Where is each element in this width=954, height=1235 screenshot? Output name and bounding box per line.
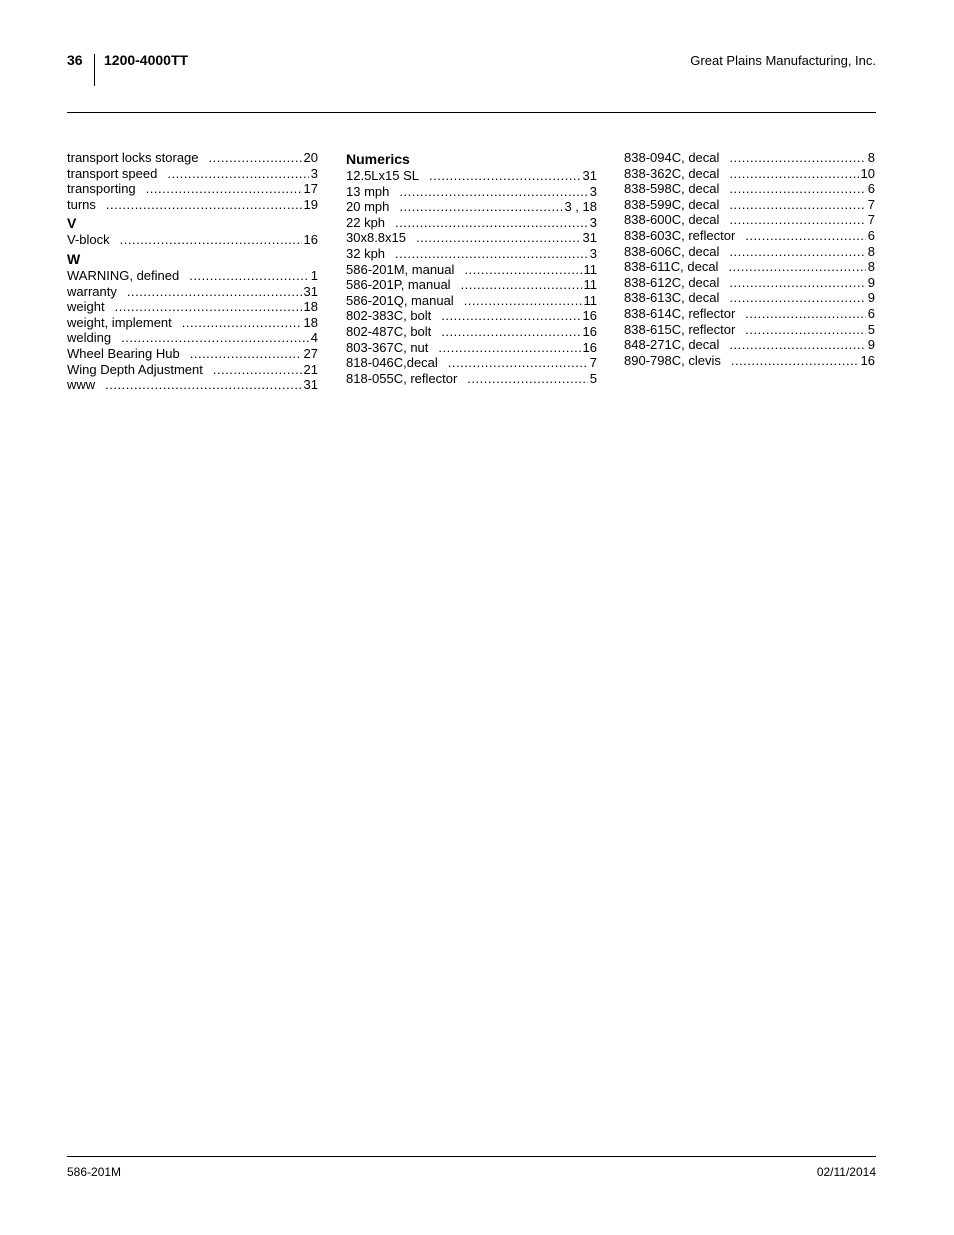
- index-entry: [346, 340, 597, 356]
- index-entry: [624, 337, 875, 353]
- index-term: 22 kph: [346, 214, 386, 230]
- index-term: weight, implement: [67, 314, 172, 330]
- index-page-ref: 3: [310, 165, 318, 181]
- index-entry: [346, 230, 597, 246]
- dot-leader: [438, 340, 580, 356]
- dot-leader: [461, 277, 582, 293]
- dot-leader: [127, 284, 302, 300]
- index-entry: [67, 284, 318, 300]
- dot-leader: [189, 268, 309, 284]
- index-page-ref: 16: [303, 232, 318, 248]
- index-entry: [67, 346, 318, 362]
- dot-leader: [467, 371, 587, 387]
- index-page-ref: 3: [589, 183, 597, 199]
- index-page-ref: 21: [303, 361, 318, 377]
- index-term: 803-367C, nut: [346, 339, 429, 355]
- dot-leader: [115, 299, 302, 315]
- dot-leader: [146, 181, 302, 197]
- index-page-ref: 17: [303, 181, 318, 197]
- index-term: 838-362C, decal: [624, 165, 720, 181]
- index-page-ref: 7: [867, 212, 875, 228]
- index-entry: [67, 166, 318, 182]
- index-entry: [346, 355, 597, 371]
- dot-leader: [745, 322, 865, 338]
- index-column-1: [67, 150, 318, 393]
- index-entry: [346, 168, 597, 184]
- index-term: 818-046C,decal: [346, 355, 438, 371]
- dot-leader: [731, 353, 859, 369]
- index-term: 838-615C, reflector: [624, 321, 736, 337]
- index-term: 838-600C, decal: [624, 212, 720, 228]
- index-page-ref: 16: [582, 323, 597, 339]
- index-page-ref: 16: [860, 352, 875, 368]
- index-term: 30x8.8x15: [346, 230, 406, 246]
- dot-leader: [464, 262, 581, 278]
- index-page-ref: 8: [867, 259, 875, 275]
- index-term: weight: [67, 299, 105, 315]
- dot-leader: [121, 330, 309, 346]
- index-entry: [346, 199, 597, 215]
- index-entry: [624, 197, 875, 213]
- index-entry: [624, 290, 875, 306]
- index-term: 13 mph: [346, 183, 390, 199]
- index-page-ref: 10: [860, 165, 875, 181]
- index-term: 802-383C, bolt: [346, 308, 432, 324]
- dot-leader: [429, 168, 581, 184]
- index-page-ref: 1: [310, 267, 318, 283]
- index-term: 838-603C, reflector: [624, 227, 736, 243]
- index-page-ref: 16: [582, 339, 597, 355]
- index-term: WARNING, defined: [67, 267, 180, 283]
- index-entry: [346, 262, 597, 278]
- index-page-ref: 6: [867, 181, 875, 197]
- dot-leader: [399, 199, 562, 215]
- index-page-ref: 31: [303, 283, 318, 299]
- index-term: Wing Depth Adjustment: [67, 361, 203, 377]
- document-title: 1200-4000TT: [104, 52, 189, 68]
- index-page-ref: 3 , 18: [564, 199, 597, 215]
- index-page-ref: 11: [583, 261, 597, 277]
- index-page-ref: 7: [867, 196, 875, 212]
- dot-leader: [729, 150, 865, 166]
- index-term: Wheel Bearing Hub: [67, 345, 180, 361]
- index-entry: [624, 150, 875, 166]
- index-page-ref: 20: [303, 150, 318, 165]
- index-term: 20 mph: [346, 199, 390, 215]
- dot-leader: [728, 259, 865, 275]
- index-entry: [346, 215, 597, 231]
- index-page-ref: 5: [867, 321, 875, 337]
- dot-leader: [464, 293, 582, 309]
- dot-leader: [441, 324, 580, 340]
- dot-leader: [399, 184, 587, 200]
- index-term: transport speed: [67, 165, 158, 181]
- page-number: 36: [67, 52, 83, 68]
- index-page-ref: 11: [583, 277, 597, 293]
- index-page-ref: 9: [867, 274, 875, 290]
- dot-leader: [182, 315, 302, 331]
- index-term: transporting: [67, 181, 136, 197]
- index-term: 838-612C, decal: [624, 274, 720, 290]
- index-entry: [624, 306, 875, 322]
- index-term: 838-094C, decal: [624, 150, 720, 165]
- index-term: 12.5Lx15 SL: [346, 168, 420, 183]
- index-term: 802-487C, bolt: [346, 323, 432, 339]
- index-section-heading: W: [67, 250, 81, 267]
- index-entry: [624, 244, 875, 260]
- index-term: V-block: [67, 232, 110, 248]
- index-page-ref: 7: [589, 355, 597, 371]
- index-term: 890-798C, clevis: [624, 352, 721, 368]
- index-entry: [624, 322, 875, 338]
- dot-leader: [729, 197, 865, 213]
- index-term: 586-201P, manual: [346, 277, 451, 293]
- index-term: 838-606C, decal: [624, 243, 720, 259]
- index-page-ref: 9: [867, 337, 875, 353]
- header-rule-line: [67, 112, 876, 113]
- index-term: 838-614C, reflector: [624, 305, 736, 321]
- index-entry: [624, 353, 875, 369]
- index-entry: [624, 259, 875, 275]
- dot-leader: [729, 166, 858, 182]
- index-entry: [624, 212, 875, 228]
- index-page-ref: 4: [310, 330, 318, 346]
- index-page-ref: 8: [867, 150, 875, 165]
- dot-leader: [213, 362, 302, 378]
- index-page-ref: 31: [582, 230, 597, 246]
- index-entry: [67, 315, 318, 331]
- index-page-ref: 9: [867, 290, 875, 306]
- index-page-ref: 5: [589, 370, 597, 386]
- index-page-ref: 6: [867, 227, 875, 243]
- index-entry: [67, 197, 318, 213]
- footer-part-number: 586-201M: [67, 1165, 122, 1179]
- dot-leader: [729, 290, 865, 306]
- index-term: 838-611C, decal: [624, 259, 719, 275]
- index-page-ref: 27: [303, 345, 318, 361]
- index-term: 838-613C, decal: [624, 290, 720, 306]
- dot-leader: [729, 337, 865, 353]
- dot-leader: [120, 232, 302, 248]
- dot-leader: [209, 150, 302, 166]
- index-entry: [624, 275, 875, 291]
- footer-date: 02/11/2014: [816, 1165, 876, 1179]
- index-entry: [67, 377, 318, 393]
- dot-leader: [729, 275, 865, 291]
- index-entry: [346, 371, 597, 387]
- index-entry: [67, 150, 318, 166]
- index-entry: [346, 293, 597, 309]
- index-entry: [67, 232, 318, 248]
- index-column-2: [346, 150, 597, 386]
- index-section-heading: V: [67, 215, 77, 232]
- index-page-ref: 8: [867, 243, 875, 259]
- index-page-ref: 3: [589, 214, 597, 230]
- index-entry: [624, 166, 875, 182]
- index-entry: [67, 299, 318, 315]
- index-page-ref: 11: [583, 292, 597, 308]
- index-column-3: [624, 150, 875, 368]
- index-entry: [67, 268, 318, 284]
- dot-leader: [729, 212, 865, 228]
- dot-leader: [729, 244, 865, 260]
- index-entry: [67, 330, 318, 346]
- index-term: 32 kph: [346, 245, 386, 261]
- page-header: [67, 52, 876, 88]
- index-page-ref: 18: [303, 314, 318, 330]
- dot-leader: [105, 377, 301, 393]
- index-entry: [346, 246, 597, 262]
- index-entry: [67, 181, 318, 197]
- index-page-ref: 31: [582, 168, 597, 183]
- dot-leader: [448, 355, 588, 371]
- dot-leader: [729, 181, 865, 197]
- dot-leader: [395, 246, 588, 262]
- index-section-heading: Numerics: [346, 151, 410, 167]
- dot-leader: [395, 215, 588, 231]
- index-term: 818-055C, reflector: [346, 370, 458, 386]
- index-term: turns: [67, 196, 96, 212]
- index-entry: [624, 181, 875, 197]
- index-page-ref: 19: [303, 196, 318, 212]
- index-page-ref: 31: [303, 377, 318, 393]
- index-entry: [346, 277, 597, 293]
- dot-leader: [106, 197, 302, 213]
- index-entry: [67, 362, 318, 378]
- index-entry: [624, 228, 875, 244]
- index-page-ref: 6: [867, 305, 875, 321]
- index-term: welding: [67, 330, 112, 346]
- company-name: Great Plains Manufacturing, Inc.: [690, 53, 876, 68]
- dot-leader: [190, 346, 302, 362]
- index-entry: [346, 324, 597, 340]
- index-page-ref: 16: [582, 308, 597, 324]
- index-term: 586-201Q, manual: [346, 292, 454, 308]
- index-entry: [346, 308, 597, 324]
- index-term: 586-201M, manual: [346, 261, 455, 277]
- dot-leader: [745, 228, 865, 244]
- index-entry: [346, 184, 597, 200]
- index-term: 848-271C, decal: [624, 337, 720, 353]
- dot-leader: [416, 230, 581, 246]
- index-term: 838-598C, decal: [624, 181, 720, 197]
- index-page-ref: 3: [589, 245, 597, 261]
- index-term: warranty: [67, 283, 117, 299]
- dot-leader: [441, 308, 580, 324]
- dot-leader: [745, 306, 865, 322]
- index-term: www: [67, 377, 96, 393]
- index-page-ref: 18: [303, 299, 318, 315]
- index-term: 838-599C, decal: [624, 196, 720, 212]
- index-term: transport locks storage: [67, 150, 199, 165]
- footer-rule-line: [67, 1156, 876, 1157]
- dot-leader: [167, 166, 308, 182]
- header-divider: [94, 54, 95, 86]
